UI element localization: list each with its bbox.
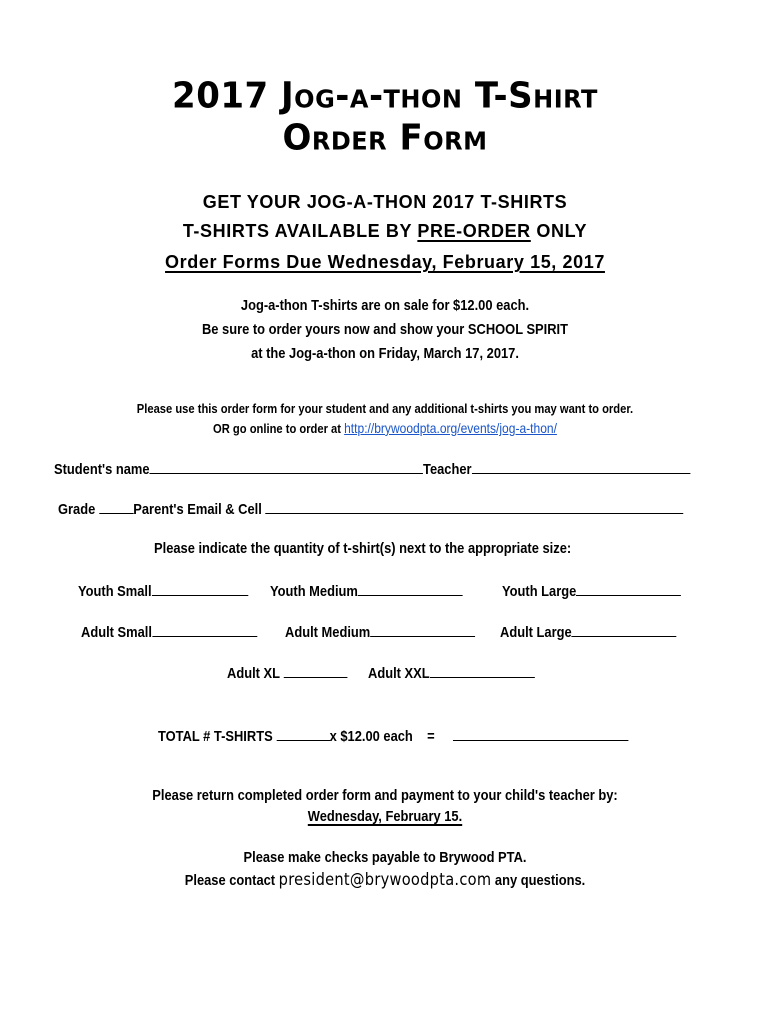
contact-prefix: Please contact (184, 872, 279, 889)
preorder-emphasis: PRE-ORDER (417, 221, 531, 241)
teacher-label: Teacher (423, 461, 472, 478)
youth-large-label: Youth Large (502, 583, 577, 600)
contact-email[interactable]: president@brywoodpta.com (278, 870, 492, 890)
adult-xl-line[interactable] (283, 663, 347, 678)
total-label: TOTAL # T-SHIRTS (158, 728, 273, 745)
adult-small-field (81, 622, 257, 641)
adult-xxl-label: Adult XXL (368, 665, 430, 682)
header-line2-prefix: T-SHIRTS AVAILABLE BY (182, 221, 418, 241)
adult-medium-field (285, 622, 475, 641)
adult-medium-label: Adult Medium (285, 624, 371, 641)
checks-payable-note: Please make checks payable to Brywood PTA. (243, 849, 527, 866)
parent-contact-label: Parent's Email & Cell (133, 501, 262, 518)
form-title-line1: 2017 Jog-a-thon T-Shirt (172, 75, 598, 117)
header-line2 (0, 221, 770, 242)
total-quantity-line[interactable] (276, 726, 329, 741)
youth-medium-label: Youth Medium (270, 583, 358, 600)
return-due-date: Wednesday, February 15. (307, 808, 463, 825)
size-instructions: Please indicate the quantity of t-shirt(s) next to the appropriate size: (154, 540, 572, 557)
adult-xl-label: Adult XL (227, 665, 280, 682)
instructions-prefix: OR go online to order at (213, 421, 345, 436)
adult-xxl-field (368, 663, 535, 682)
intro-line3: at the Jog-a-thon on Friday, March 17, 2017. (251, 345, 519, 362)
total-equals: = (427, 728, 435, 745)
adult-large-label: Adult Large (500, 624, 572, 641)
adult-xl-field (227, 663, 347, 682)
header-line2-suffix: ONLY (530, 221, 588, 241)
adult-large-field (500, 622, 677, 641)
student-name-label: Student's name (54, 461, 150, 478)
grade-line[interactable] (99, 499, 133, 514)
total-row (158, 726, 628, 745)
adult-small-label: Adult Small (81, 624, 152, 641)
youth-medium-line[interactable] (358, 581, 463, 596)
parent-contact-line[interactable] (265, 499, 683, 514)
intro-line1: Jog-a-thon T-shirts are on sale for $12.00 each. (240, 297, 530, 314)
order-online-link[interactable]: http://brywoodpta.org/events/jog-a-thon/ (344, 420, 557, 436)
youth-small-line[interactable] (152, 581, 248, 596)
intro-line2: Be sure to order yours now and show your SCHOOL SPIRIT (201, 321, 569, 338)
return-instructions: Please return completed order form and payment to your child's teacher by: (152, 787, 618, 804)
instructions-line2 (54, 420, 716, 436)
youth-medium-field (270, 581, 463, 600)
youth-small-field (78, 581, 248, 600)
grade-label: Grade (58, 501, 96, 518)
student-name-line[interactable] (150, 459, 423, 474)
adult-large-line[interactable] (572, 622, 677, 637)
header-line1: GET YOUR JOG-A-THON 2017 T-SHIRTS (202, 192, 568, 212)
teacher-line[interactable] (472, 459, 690, 474)
adult-small-line[interactable] (152, 622, 257, 637)
student-teacher-row (54, 459, 690, 478)
adult-xxl-line[interactable] (430, 663, 535, 678)
instructions-line1: Please use this order form for your student and any additional t-shirts you may want to order. (136, 401, 634, 416)
total-amount-line[interactable] (453, 726, 628, 741)
adult-medium-line[interactable] (370, 622, 475, 637)
form-title-line2: Order Form (282, 117, 488, 159)
due-date-heading: Order Forms Due Wednesday, February 15, 2017 (165, 252, 605, 272)
contact-line (54, 870, 716, 890)
youth-large-line[interactable] (576, 581, 681, 596)
youth-large-field (502, 581, 681, 600)
contact-suffix: any questions. (491, 872, 586, 889)
total-price: x $12.00 each (329, 728, 413, 745)
grade-contact-row (58, 499, 683, 518)
youth-small-label: Youth Small (78, 583, 152, 600)
